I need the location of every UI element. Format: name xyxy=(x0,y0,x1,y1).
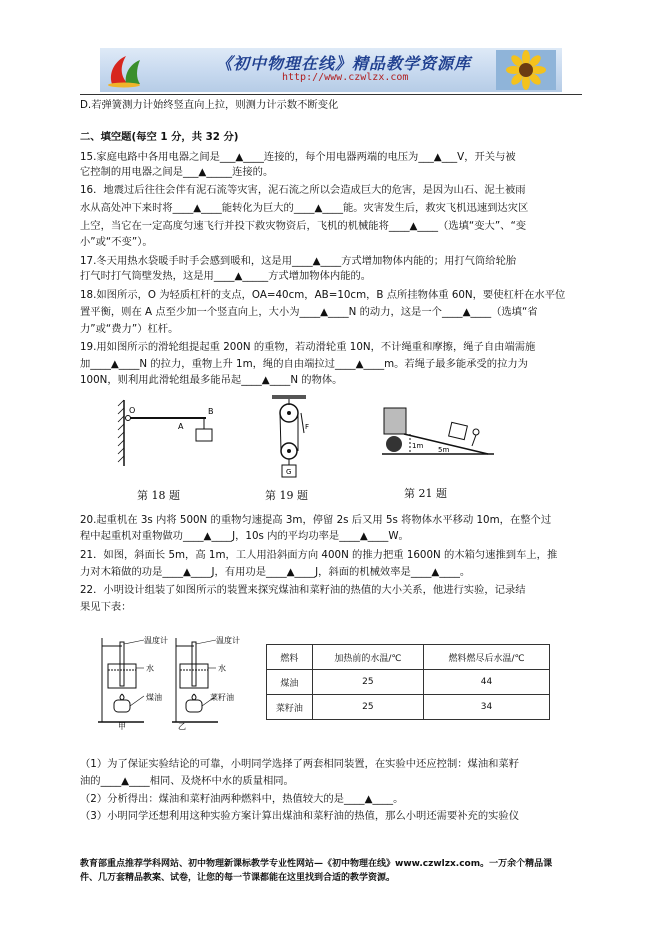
label-b: B xyxy=(208,407,214,416)
table-cell: 34 xyxy=(424,695,550,720)
q15-line2: 它控制的用电器之间是___▲_____连接的。 xyxy=(80,166,274,178)
figure-19-pulley xyxy=(268,393,314,483)
q22-sub2: （2）分析得出：煤油和菜籽油两种燃料中，热值较大的是____▲____。 xyxy=(80,793,404,805)
caption-18: 第 18 题 xyxy=(137,489,180,502)
section-title: 二、填空题(每空 1 分，共 32 分) xyxy=(80,131,239,143)
label-thermometer-1: 温度计 xyxy=(144,636,168,645)
q22-sub1-line1: （1）为了保证实验结论的可靠，小明同学选择了两套相同装置，在实验中还应控制：煤油和菜籽 xyxy=(80,758,520,770)
banner-title: 《初中物理在线》精品教学资源库 xyxy=(216,54,472,73)
q17-line1: 17.冬天用热水袋暖手时手会感到暖和，这是用____▲____方式增加物体内能的；用打气筒给轮胎 xyxy=(80,255,517,267)
table-cell: 25 xyxy=(312,695,423,720)
label-o: O xyxy=(129,406,136,415)
figure-21-incline xyxy=(380,404,496,460)
q22-sub1-line2: 油的____▲____相同、及烧杯中水的质量相同。 xyxy=(80,775,294,787)
q16-line3: 上空，当它在一定高度匀速飞行并投下救灾物资后，飞机的机械能将____▲____（选填“变大”、“变 xyxy=(80,220,527,232)
label-fuel-kerosene: 煤油 xyxy=(146,693,162,702)
footer-line2: 件、几万套精品教案、试卷，让您的每一节课都能在这里找到合适的教学资源。 xyxy=(80,873,396,883)
q15-line1: 15.家庭电路中各用电器之间是___▲____连接的，每个用电器两端的电压为___▲___V，开关与被 xyxy=(80,151,516,163)
q22-line2: 果见下表： xyxy=(80,601,132,613)
q21-line2: 力对木箱做的功是____▲____J，有用功是____▲____J，斜面的机械效率是____▲____。 xyxy=(80,566,471,578)
caption-21: 第 21 题 xyxy=(404,487,447,500)
footer-line1: 教育部重点推荐学科网站、初中物理新课标教学专业性网站—《初中物理在线》www.czwlzx.com。一万余个精品课 xyxy=(80,859,553,869)
q18-line3: 力”或“费力”）杠杆。 xyxy=(80,323,179,335)
q19-line3: 100N，则利用此滑轮组最多能吊起____▲____N 的物体。 xyxy=(80,374,343,386)
q22-sub3: （3）小明同学还想利用这种实验方案计算出煤油和菜籽油的热值，那么小明还需要补充的实验仪 xyxy=(80,810,520,822)
table-cell: 25 xyxy=(312,670,423,695)
sunflower-icon xyxy=(496,50,556,90)
table-header-row xyxy=(267,645,550,670)
label-water-1: 水 xyxy=(146,664,154,673)
q22-line1: 22．小明设计组装了如图所示的装置来探究煤油和菜籽油的热值的大小关系，他进行实验，记录结 xyxy=(80,584,526,596)
q19-line2: 加____▲____N 的拉力，重物上升 1m，绳的自由端拉过____▲____m。若绳子最多能承受的拉力为 xyxy=(80,358,528,370)
q21-line1: 21．如图，斜面长 5m，高 1m，工人用沿斜面方向 400N 的推力把重 1600N 的木箱匀速推到车上，推 xyxy=(80,549,558,561)
banner-url[interactable]: http://www.czwlzx.com xyxy=(282,72,409,83)
site-logo-icon xyxy=(104,52,144,88)
q19-line1: 19.用如图所示的滑轮组提起重 200N 的重物，若动滑轮重 10N，不计绳重和摩擦，绳子自由端需施 xyxy=(80,341,536,353)
header-divider xyxy=(80,94,582,95)
q16-line2: 水从高处冲下来时将____▲____能转化为巨大的____▲____能。灾害发生后，救灾飞机迅速到达灾区 xyxy=(80,202,529,214)
table-header-cell: 燃料 xyxy=(267,645,313,670)
label-thermometer-2: 温度计 xyxy=(216,636,240,645)
q20-line2: 程中起重机对重物做功____▲____J，10s 内的平均功率是____▲____W。 xyxy=(80,530,409,542)
option-d: D.若弹簧测力计始终竖直向上拉，则测力计示数不断变化 xyxy=(80,99,339,111)
label-fuel-rapeseed: 菜籽油 xyxy=(210,693,234,702)
label-yi: 乙 xyxy=(178,722,186,730)
table-row xyxy=(267,670,550,695)
label-water-2: 水 xyxy=(218,664,226,673)
label-g: G xyxy=(286,468,292,476)
figure-18-lever xyxy=(116,396,226,472)
header-banner xyxy=(100,48,562,92)
q20-line1: 20.起重机在 3s 内将 500N 的重物匀速提高 3m，停留 2s 后又用 5s 将物体水平移动 10m，在整个过 xyxy=(80,514,552,526)
table-header-cell: 燃料燃尽后水温/℃ xyxy=(424,645,550,670)
q16-line4: 小”或“不变”）。 xyxy=(80,236,153,248)
q18-line1: 18.如图所示，O 为轻质杠杆的支点，OA=40cm，AB=10cm，B 点所挂物体重 60N，要使杠杆在水平位 xyxy=(80,289,566,301)
q16-line1: 16．地震过后往往会伴有泥石流等灾害，泥石流之所以会造成巨大的危害，是因为山石、泥土被雨 xyxy=(80,184,526,196)
table-cell: 44 xyxy=(424,670,550,695)
table-header-cell: 加热前的水温/℃ xyxy=(312,645,423,670)
table-cell: 菜籽油 xyxy=(267,695,313,720)
table-row xyxy=(267,695,550,720)
caption-19: 第 19 题 xyxy=(265,489,308,502)
label-f: F xyxy=(305,423,310,431)
label-height: 1m xyxy=(412,442,424,450)
q18-line2: 置平衡，则在 A 点至少加一个竖直向上，大小为____▲____N 的动力，这是一个____▲____（选填“省 xyxy=(80,306,538,318)
figure-22-apparatus xyxy=(98,634,250,730)
label-jia: 甲 xyxy=(118,722,126,730)
results-table xyxy=(266,644,550,720)
q17-line2: 打气时打气筒壁发热，这是用____▲_____方式增加物体内能的。 xyxy=(80,270,372,282)
label-length: 5m xyxy=(438,446,450,454)
table-cell: 煤油 xyxy=(267,670,313,695)
label-a: A xyxy=(178,422,184,431)
